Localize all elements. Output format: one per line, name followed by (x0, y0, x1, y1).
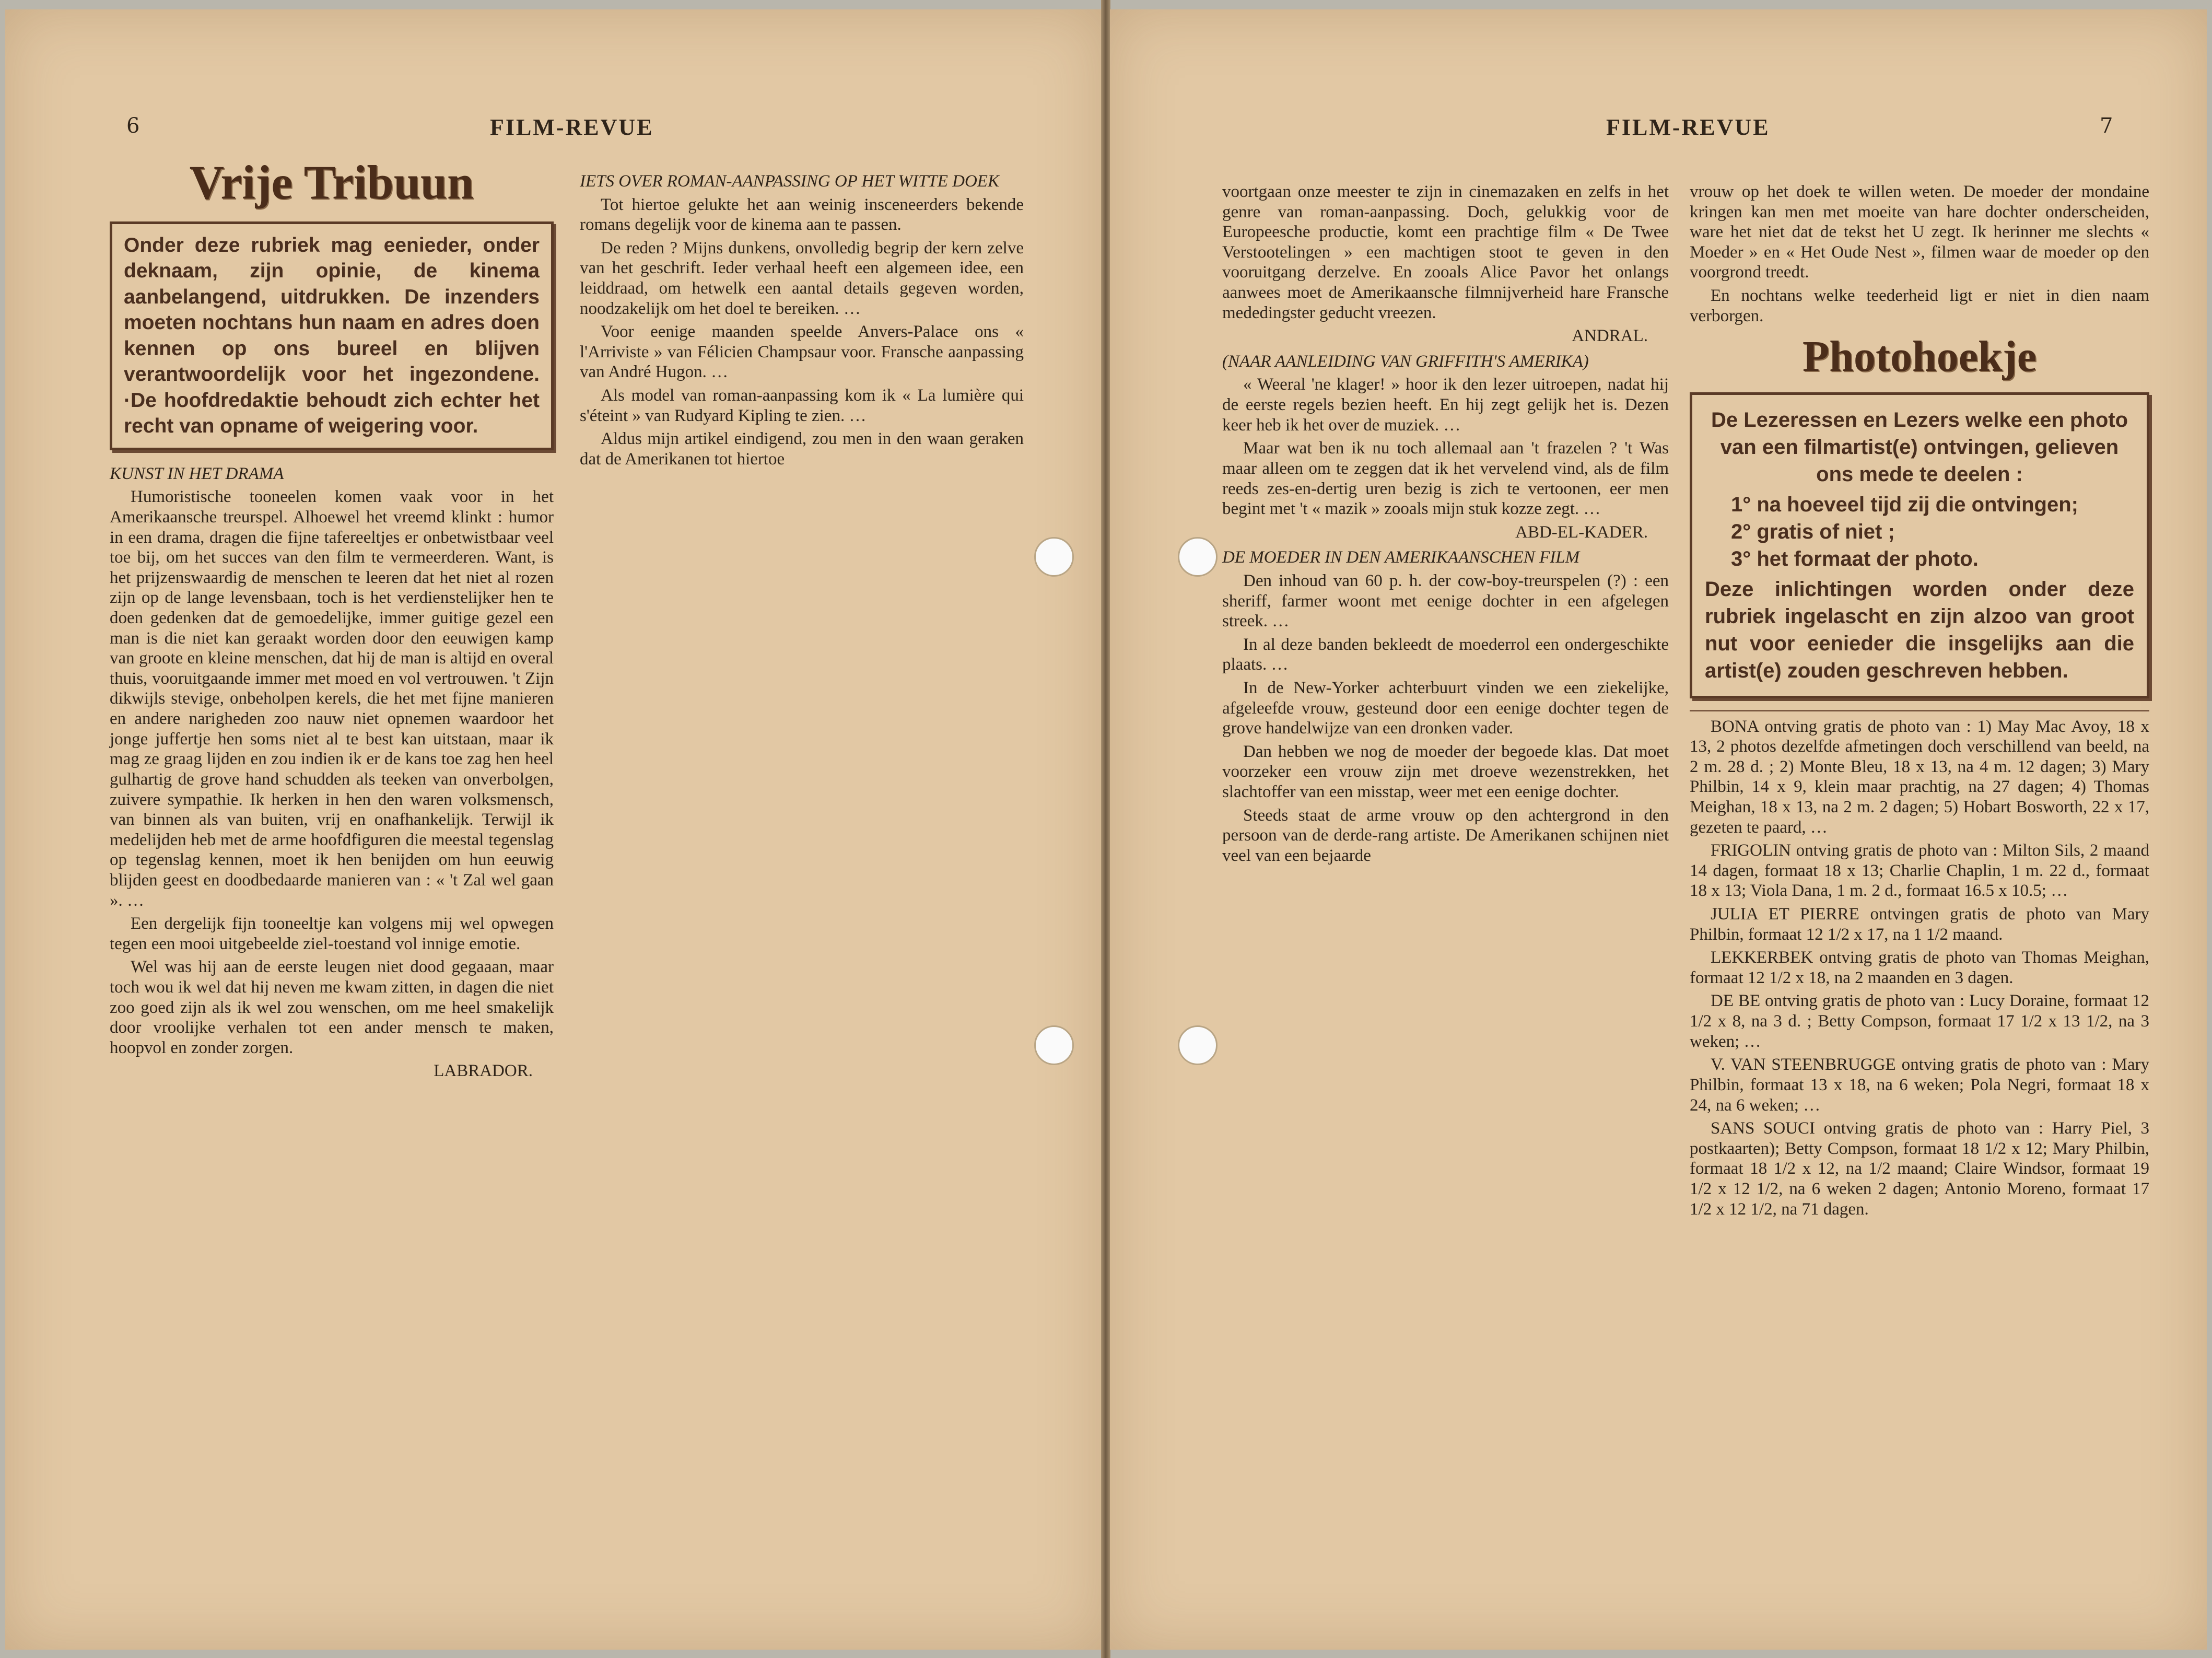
binding-hole (1034, 537, 1074, 577)
column-right-1 (1222, 182, 1669, 869)
iets-over-paragraph: Aldus mijn artikel eindigend, zou men in den waan geraken dat de Amerikanen tot hiertoe (580, 429, 1024, 469)
andral-continuation: voortgaan onze meester te zijn in cinemazaken en zelfs in het genre van roman-aanpassing. Doch, gelukkig voor de Europeesche productie, komt een prachtige film « De Twee Verstootelingen » een machtigen stoot te geven in den vooruitgang derzelve. En zooals Alice Pavor het onlangs aanwees moet de Amerikaansche filmnijverheid hare Fransche mededingster geducht vreezen. (1222, 182, 1669, 322)
photo-entry: V. VAN STEENBRUGGE ontving gratis de photo van : Mary Philbin, formaat 13 x 18, na 6 weken; Pola Negri, formaat 18 x 24, na 6 weken; … (1690, 1055, 2149, 1115)
binding-hole (1178, 537, 1218, 577)
photohoekje-tail: Deze inlichtingen worden onder deze rubriek ingelascht en zijn alzoo van groot nut voor eenieder die insgelijks aan die artist(e) zouden geschreven hebben. (1705, 577, 2134, 682)
abd-el-kader-signature: ABD-EL-KADER. (1515, 522, 1648, 542)
moeder-continuation-2: En nochtans welke teederheid ligt er niet in dien naam verborgen. (1690, 286, 2149, 325)
iets-over-paragraph: Als model van roman-aanpassing kom ik « La lumière qui s'éteint » van Rudyard Kipling te zien. … (580, 386, 1024, 425)
photo-entry: BONA ontving gratis de photo van : 1) May Mac Avoy, 18 x 13, 2 photos dezelfde afmetingen doch verschillend van beeld, na 2 m. 28 d. ; 2) Monte Bleu, 18 x 13, na 4 m. 12 dagen; 3) Mary Philbin, 14 x 9, klein maar prachtig, na 27 dagen; 4) Thomas Meighan, 18 x 13, na 2 m. 2 dagen; 5) Hobart Bosworth, 22 x 17, gezeten te paard, … (1690, 717, 2149, 837)
iets-over-paragraph: Tot hiertoe gelukte het aan weinig insceneerders bekende romans degelijk voor de kinema aan te passen. (580, 195, 1024, 235)
iets-over-paragraph: De reden ? Mijns dunkens, onvolledig begrip der kern zelve van het geschrift. Ieder verhaal heeft een algemeen idee, een leiddraad, om hetwelk een aantal details gegeven worden, noodzakelijk om het doel te bereiken. … (580, 238, 1024, 318)
moeder-heading: DE MOEDER IN DEN AMERIKAANSCHEN FILM (1222, 548, 1580, 567)
photohoekje-items (1705, 491, 2134, 573)
moeder-paragraph: In de New-Yorker achterbuurt vinden we een ziekelijke, afgeleefde vrouw, gesteund door een eenige dochter tegen de grove handelwijze van een dronken vader. (1222, 679, 1669, 738)
kunst-paragraph: Wel was hij aan de eerste leugen niet dood gegaaan, maar toch wou ik wel dat hij neven me kwam zitten, in dagen die niet zoo goed zijn als ik wel zou wenschen, om me heel smakelijk door vroolijke verhalen tot een ander mensch te maken, hoopvol en zonder zorgen. (110, 958, 554, 1057)
photohoekje-box (1690, 392, 2149, 698)
kunst-paragraph: Een dergelijk fijn tooneeltje kan volgens mij wel opwegen tegen een mooi uitgebeelde ziel-toestand vol innige emotie. (110, 914, 554, 953)
photohoekje-intro: De Lezeressen en Lezers welke een photo van een filmartist(e) ontvingen, gelieven ons mede te deelen : (1711, 408, 2128, 486)
binding-hole (1034, 1025, 1074, 1065)
column-left-1 (110, 145, 554, 1087)
moeder-paragraph: Steeds staat de arme vrouw op den achtergrond in den persoon van de derde-rang artiste. De Amerikanen schijnen niet veel van een bejaarde (1222, 805, 1669, 865)
kunst-paragraph: Humoristische tooneelen komen vaak voor in het Amerikaansche treurspel. Alhoewel het vreemd klinkt : humor in een drama, dragen die fijne tafereeltjes er onbetwistbaar veel toe bij, om het succes van den film te vermeerderen. Want, is het prijzenswaardig de menschen te leeren dat het niet al rozen zijn op de lange levensbaan, toch is het verdienstelijker hen te doen gedenken dat de gemoedelijke, immer guitige gezel een man is die niet kan geraakt worden door den eeuwigen kamp van groote en kleine menschen, dat hij de man is altijd en overal thuis, vooruitgaande immer met moed en vol vertrouwen. 't Zijn dikwijls stevige, onbeholpen kerels, die het met fijne manieren en andere narigheden zoo nauw niet opnemen waardoor het jonge juffertje hen soms niet al te best kan uitstaan, maar ik mag ze graag lijden en zou indien ik er de kans toe zag hen heel gulhartig de grove hand schudden als teeken van onverbolgen, zuivere sympathie. Ik herken in hen den waren volksmensch, van binnen als van buiten, vrij en onafhankelijk. Terwijl ik medelijden heb met de arme hoofdfiguren die meestal tegenslag op tegenslag kennen, moet ik hen benijden om hun eeuwig blijden geest en doodbedaarde manieren van : « 't Zal wel gaan ». … (110, 487, 554, 910)
photo-entry: DE BE ontving gratis de photo van : Lucy Doraine, formaat 12 1/2 x 8, na 3 d. ; Betty Compson, formaat 17 1/2 x 13 1/2, na 3 weken; … (1690, 991, 2149, 1051)
magazine-name-right: FILM-REVUE (1606, 114, 1770, 140)
photo-entry: JULIA ET PIERRE ontvingen gratis de photo van Mary Philbin, formaat 12 1/2 x 17, na 1 1/2 maand. (1690, 905, 2149, 944)
binding-hole (1178, 1025, 1218, 1065)
vrije-tribuun-title: Vrije Tribuun (189, 156, 474, 209)
moeder-paragraph: Dan hebben we nog de moeder der begoede klas. Dat moet voorzeker een vrouw zijn met droeve wezenstrekken, het slachtoffer van een misstap, weer met een eenige dochter. (1222, 742, 1669, 802)
left-page (5, 9, 1102, 1650)
andral-signature: ANDRAL. (1572, 326, 1648, 346)
column-right-2 (1690, 182, 2149, 1222)
griffith-paragraph: Maar wat ben ik nu toch allemaal aan 't frazelen ? 't Was maar alleen om te zeggen dat ik het vervelend vind, als de film reeds zes-en-dertig uren bezig is zich te vertoonen, eer men begint met 't « mazik » zooals mijn stuk kozze zegt. … (1222, 439, 1669, 519)
griffith-paragraph: « Weeral 'ne klager! » hoor ik den lezer uitroepen, nadat hij de eerste regels bezien heeft. En hij zegt gelijk het is. Dezen keer heb ik het over de muziek. … (1222, 375, 1669, 435)
kunst-signature: LABRADOR. (434, 1061, 533, 1081)
divider (1690, 710, 2149, 711)
photohoekje-item: 1° na hoeveel tijd zij die ontvingen; (1731, 493, 2078, 516)
photohoekje-item: 3° het formaat der photo. (1731, 547, 1979, 570)
moeder-paragraph: Den inhoud van 60 p. h. der cow-boy-treurspelen (?) : een sheriff, farmer woont met eenige dochter in een afgelegen streek. … (1222, 571, 1669, 631)
griffith-heading: (NAAR AANLEIDING VAN GRIFFITH'S AMERIKA) (1222, 352, 1589, 371)
photo-entry: FRIGOLIN ontving gratis de photo van : Milton Sils, 2 maand 14 dagen, formaat 18 x 13; Charlie Chaplin, 1 m. 22 d., formaat 18 x 13; Viola Dana, 1 m. 2 d., formaat 16.5 x 10.5; … (1690, 841, 2149, 901)
moeder-continuation: vrouw op het doek te willen weten. De moeder der mondaine kringen kan men met moeite van hare dochter onderscheiden, ware het niet dat de tekst het U zegt. Ik herinner me slechts « Moeder » en « Het Oude Nest », filmen waar de moeder op den voorgrond treedt. (1690, 182, 2149, 282)
moeder-paragraph: In al deze banden bekleedt de moederrol een ondergeschikte plaats. … (1222, 635, 1669, 674)
column-left-2 (580, 171, 1024, 473)
right-page (1110, 9, 2207, 1650)
magazine-name-left: FILM-REVUE (490, 114, 654, 140)
photo-entry: LEKKERBEK ontving gratis de photo van Thomas Meighan, formaat 12 1/2 x 18, na 2 maanden en 3 dagen. (1690, 948, 2149, 987)
photo-entry: SANS SOUCI ontving gratis de photo van : Harry Piel, 3 postkaarten); Betty Compson, formaat 18 1/2 x 12; Mary Philbin, formaat 18 1/2 x 12, na 1/2 maand; Claire Windsor, formaat 19 1/2 x 12 1/2, na 6 weken 2 dagen; Antonio Moreno, formaat 17 1/2 x 12 1/2, na 71 dagen. (1690, 1119, 2149, 1219)
page-number-left: 6 (126, 114, 140, 138)
gutter (1101, 0, 1110, 1658)
vrije-tribuun-box: Onder deze rubriek mag eenieder, onder deknaam, zijn opinie, de kinema aanbelangend, uitdrukken. De inzenders moeten nochtans hun naam en adres doen kennen op ons bureel en blijven verantwoordelijk voor het ingezondene. ·De hoofdredaktie behoudt zich echter het recht van opname of weigering voor. (110, 221, 554, 450)
kunst-heading: KUNST IN HET DRAMA (110, 464, 284, 483)
photohoekje-title: Photohoekje (1803, 332, 2037, 381)
page-number-right: 7 (2100, 114, 2113, 138)
iets-over-heading: IETS OVER ROMAN-AANPASSING OP HET WITTE DOEK (580, 172, 999, 191)
iets-over-paragraph: Voor eenige maanden speelde Anvers-Palace ons « l'Arriviste » van Félicien Champsaur voor. Fransche aanpassing van André Hugon. … (580, 322, 1024, 382)
photohoekje-item: 2° gratis of niet ; (1731, 520, 1895, 543)
